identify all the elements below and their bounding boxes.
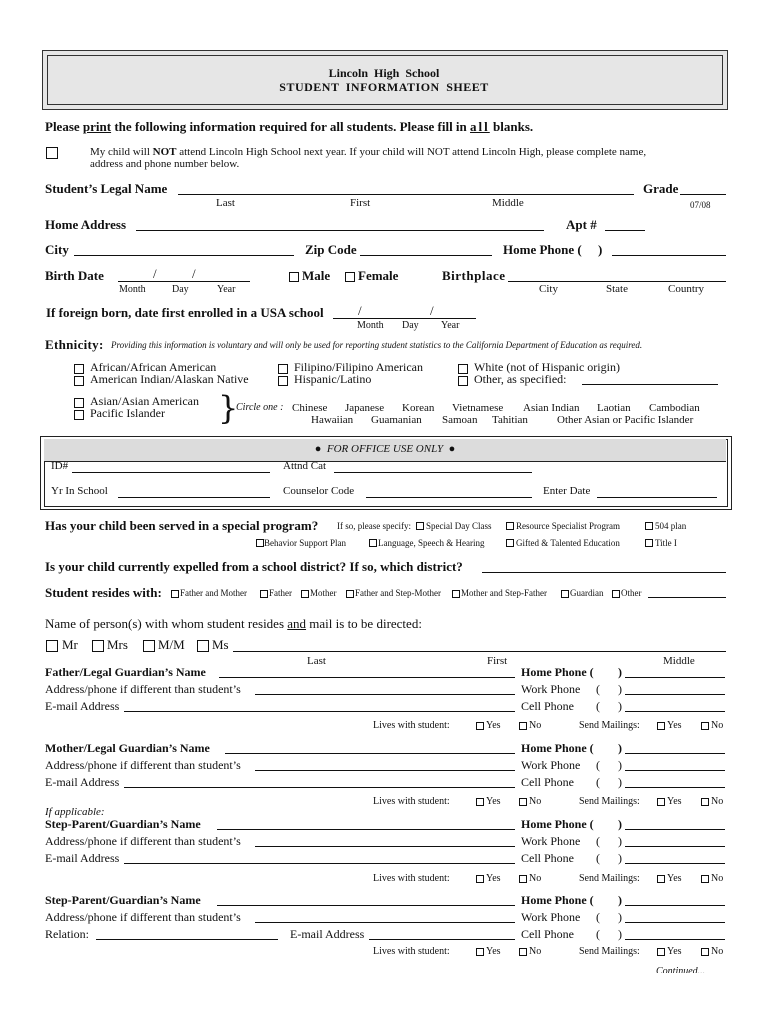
- title-mr-label: Mr: [62, 637, 78, 652]
- step1-work-open: (: [596, 834, 600, 848]
- rw-mother-stepfather-label: Mother and Step-Father: [461, 588, 547, 598]
- ethnicity-label: Ethnicity:: [45, 337, 104, 352]
- asian-option-tahitian[interactable]: Tahitian: [492, 414, 528, 426]
- step2-relation-field[interactable]: [96, 939, 278, 940]
- step2-relation-label: Relation:: [45, 927, 89, 941]
- expelled-district-field[interactable]: [482, 572, 726, 573]
- rw-father-stepmother-checkbox[interactable]: [346, 590, 354, 598]
- step2-cell-open: (: [596, 927, 600, 941]
- birth-date-label: Birth Date: [45, 268, 104, 283]
- father-home-phone-field[interactable]: [625, 677, 725, 678]
- eth-filipino-label: Filipino/Filipino American: [294, 360, 423, 374]
- father-home-phone-close: ): [618, 665, 622, 679]
- male-label: Male: [302, 268, 331, 283]
- step1-work-phone-label: Work Phone: [521, 834, 581, 848]
- male-checkbox[interactable]: [289, 272, 299, 282]
- father-email-field[interactable]: [124, 711, 515, 712]
- eth-other-label: Other, as specified:: [474, 372, 567, 386]
- home-phone-field[interactable]: [612, 255, 726, 256]
- office-enter-date-label: Enter Date: [543, 485, 591, 497]
- mother-cell-close: ): [618, 775, 622, 789]
- birthplace-country-caption: Country: [668, 283, 705, 295]
- foreign-born-label: If foreign born, date first enrolled in a USA school: [46, 305, 324, 320]
- step2-name-label: Step-Parent/Guardian’s Name: [45, 893, 201, 907]
- step1-email-field[interactable]: [124, 863, 515, 864]
- mother-lives-no-checkbox[interactable]: [519, 798, 527, 806]
- rw-guardian-label: Guardian: [570, 588, 604, 598]
- mother-lives-yes-checkbox[interactable]: [476, 798, 484, 806]
- rw-mother-label: Mother: [310, 588, 337, 598]
- ethnicity-note: Providing this information is voluntary and will only be used for reporting student statistics to the California Department of Education as required.: [111, 340, 643, 350]
- sp-behavior-label: Behavior Support Plan: [264, 538, 346, 548]
- home-address-field[interactable]: [136, 230, 544, 231]
- step1-send-label: Send Mailings:: [579, 873, 640, 884]
- legal-name-label: Student’s Legal Name: [45, 181, 168, 196]
- birth-date-field[interactable]: [118, 281, 250, 282]
- sp-title1-checkbox[interactable]: [645, 539, 653, 547]
- city-label: City: [45, 242, 69, 257]
- asian-option-vietnamese[interactable]: Vietnamese: [452, 402, 504, 414]
- father-email-label: E-mail Address: [45, 699, 120, 713]
- sp-language-checkbox[interactable]: [369, 539, 377, 547]
- title-mrs-label: Mrs: [107, 637, 128, 652]
- office-id-label: ID#: [51, 460, 69, 472]
- female-label: Female: [358, 268, 399, 283]
- mother-work-close: ): [618, 758, 622, 772]
- birth-date-slash-1: /: [153, 266, 157, 281]
- not-attend-checkbox[interactable]: [46, 147, 58, 159]
- step1-name-label: Step-Parent/Guardian’s Name: [45, 817, 201, 831]
- step2-send-no-checkbox[interactable]: [701, 948, 709, 956]
- expelled-question: Is your child currently expelled from a school district? If so, which district?: [45, 559, 463, 574]
- asian-option-samoan[interactable]: Samoan: [442, 414, 478, 426]
- title-ms-label: Ms: [212, 637, 229, 652]
- eth-asian-label: Asian/Asian American: [90, 394, 199, 408]
- mother-address-label: Address/phone if different than student’s: [45, 758, 241, 772]
- eth-african-checkbox[interactable]: [74, 364, 84, 374]
- sp-504-label: 504 plan: [655, 521, 687, 531]
- mail-first-caption: First: [487, 655, 508, 667]
- step2-lives-no-label: No: [529, 946, 542, 957]
- sp-special-day-label: Special Day Class: [426, 521, 492, 531]
- grade-label: Grade: [643, 181, 679, 196]
- grade-field[interactable]: [680, 194, 726, 195]
- father-home-phone-label: Home Phone (: [521, 665, 594, 679]
- rw-other-field[interactable]: [648, 597, 726, 598]
- city-field[interactable]: [74, 255, 294, 256]
- birthplace-city-caption: City: [539, 283, 558, 295]
- not-attend-text-1: My child will NOT attend Lincoln High School next year. If your child will NOT attend Lincoln High, please complete name,: [90, 146, 647, 158]
- mail-name-field[interactable]: [233, 651, 726, 652]
- mother-lives-no-label: No: [529, 796, 542, 807]
- step2-home-phone-close: ): [618, 893, 622, 907]
- mother-lives-label: Lives with student:: [373, 796, 450, 807]
- step1-address-label: Address/phone if different than student’s: [45, 834, 241, 848]
- father-work-phone-field[interactable]: [625, 694, 725, 695]
- rw-mother-stepfather-checkbox[interactable]: [452, 590, 460, 598]
- mother-send-no-checkbox[interactable]: [701, 798, 709, 806]
- home-phone-label: Home Phone ( ): [503, 242, 603, 257]
- mail-question: Name of person(s) with whom student resides and mail is to be directed:: [45, 616, 422, 631]
- asian-option-korean[interactable]: Korean: [402, 402, 435, 414]
- father-work-close: ): [618, 682, 622, 696]
- step2-work-open: (: [596, 910, 600, 924]
- eth-filipino-checkbox[interactable]: [278, 364, 288, 374]
- sp-language-label: Language, Speech & Hearing: [378, 538, 485, 548]
- step1-home-phone-close: ): [618, 817, 622, 831]
- office-attnd-cat-field[interactable]: [334, 472, 532, 473]
- birthplace-state-caption: State: [606, 283, 628, 295]
- step1-lives-label: Lives with student:: [373, 873, 450, 884]
- father-lives-label: Lives with student:: [373, 720, 450, 731]
- step1-home-phone-label: Home Phone (: [521, 817, 594, 831]
- mother-cell-phone-label: Cell Phone: [521, 775, 574, 789]
- father-work-open: (: [596, 682, 600, 696]
- birthplace-field[interactable]: [508, 281, 726, 282]
- title-mrs-checkbox[interactable]: [92, 640, 104, 652]
- asian-option-asian-indian[interactable]: Asian Indian: [523, 402, 580, 414]
- eth-other-checkbox[interactable]: [458, 376, 468, 386]
- step2-send-no-label: No: [711, 946, 724, 957]
- special-specify-label: If so, please specify:: [337, 521, 411, 531]
- eth-african-label: African/African American: [90, 360, 217, 374]
- apt-field[interactable]: [605, 230, 645, 231]
- eth-pacific-label: Pacific Islander: [90, 406, 165, 420]
- birth-month-caption: Month: [119, 284, 146, 295]
- step2-lives-yes-label: Yes: [486, 946, 501, 957]
- rw-mother-checkbox[interactable]: [301, 590, 309, 598]
- asian-option-japanese[interactable]: Japanese: [345, 402, 385, 414]
- step1-lives-yes-checkbox[interactable]: [476, 875, 484, 883]
- father-send-no-checkbox[interactable]: [701, 722, 709, 730]
- step2-address-label: Address/phone if different than student’s: [45, 910, 241, 924]
- mother-send-yes-checkbox[interactable]: [657, 798, 665, 806]
- eth-white-label: White (not of Hispanic origin): [474, 360, 620, 374]
- step1-cell-open: (: [596, 851, 600, 865]
- step1-send-no-label: No: [711, 873, 724, 884]
- eth-white-checkbox[interactable]: [458, 364, 468, 374]
- office-attnd-cat-label: Attnd Cat: [283, 460, 327, 472]
- not-attend-text-2: address and phone number below.: [90, 158, 240, 170]
- mother-cell-open: (: [596, 775, 600, 789]
- school-name: Lincoln High School: [328, 66, 440, 80]
- mail-middle-caption: Middle: [663, 655, 695, 667]
- asian-option-chinese[interactable]: Chinese: [292, 402, 328, 414]
- step1-address-field[interactable]: [255, 846, 515, 847]
- step1-send-yes-checkbox[interactable]: [657, 875, 665, 883]
- name-first-caption: First: [350, 197, 371, 209]
- sp-gifted-checkbox[interactable]: [506, 539, 514, 547]
- mother-send-label: Send Mailings:: [579, 796, 640, 807]
- father-lives-yes-checkbox[interactable]: [476, 722, 484, 730]
- office-counselor-label: Counselor Code: [283, 485, 355, 497]
- eth-other-field[interactable]: [582, 384, 718, 385]
- father-cell-close: ): [618, 699, 622, 713]
- title-mm-label: M/M: [158, 637, 185, 652]
- step1-send-yes-label: Yes: [667, 873, 682, 884]
- rw-father-mother-label: Father and Mother: [180, 588, 247, 598]
- fb-slash-2: /: [430, 303, 434, 318]
- rw-father-label: Father: [269, 588, 292, 598]
- mail-last-caption: Last: [307, 655, 326, 667]
- mother-name-label: Mother/Legal Guardian’s Name: [45, 741, 210, 755]
- step1-send-no-checkbox[interactable]: [701, 875, 709, 883]
- office-enter-date-field[interactable]: [597, 497, 717, 498]
- rw-father-mother-checkbox[interactable]: [171, 590, 179, 598]
- title-ms-checkbox[interactable]: [197, 640, 209, 652]
- mother-cell-phone-field[interactable]: [625, 787, 725, 788]
- special-program-question: Has your child been served in a special program?: [45, 518, 319, 533]
- apt-label: Apt #: [566, 217, 597, 232]
- home-address-label: Home Address: [45, 217, 127, 232]
- sp-special-day-checkbox[interactable]: [416, 522, 424, 530]
- eth-pacific-checkbox[interactable]: [74, 410, 84, 420]
- step1-work-phone-field[interactable]: [625, 846, 725, 847]
- asian-option-cambodian[interactable]: Cambodian: [649, 402, 700, 414]
- title-mm-checkbox[interactable]: [143, 640, 155, 652]
- eth-asian-checkbox[interactable]: [74, 398, 84, 408]
- step1-lives-no-checkbox[interactable]: [519, 875, 527, 883]
- office-yr-label: Yr In School: [51, 485, 108, 497]
- father-cell-open: (: [596, 699, 600, 713]
- step2-send-yes-checkbox[interactable]: [657, 948, 665, 956]
- father-lives-no-checkbox[interactable]: [519, 722, 527, 730]
- sp-resource-checkbox[interactable]: [506, 522, 514, 530]
- asian-option-hawaiian[interactable]: Hawaiian: [311, 414, 354, 426]
- father-send-yes-label: Yes: [667, 720, 682, 731]
- birth-date-slash-2: /: [192, 266, 196, 281]
- step1-email-label: E-mail Address: [45, 851, 120, 865]
- foreign-born-date-field[interactable]: [333, 318, 476, 319]
- step2-email-field[interactable]: [369, 939, 515, 940]
- step1-cell-phone-field[interactable]: [625, 863, 725, 864]
- step2-lives-label: Lives with student:: [373, 946, 450, 957]
- father-name-label: Father/Legal Guardian’s Name: [45, 665, 206, 679]
- step2-send-label: Send Mailings:: [579, 946, 640, 957]
- father-address-label: Address/phone if different than student’s: [45, 682, 241, 696]
- father-name-field[interactable]: [219, 677, 515, 678]
- office-counselor-field[interactable]: [366, 497, 532, 498]
- father-address-field[interactable]: [255, 694, 515, 695]
- mother-email-field[interactable]: [124, 787, 515, 788]
- if-applicable-label: If applicable:: [45, 806, 105, 818]
- step2-cell-close: ): [618, 927, 622, 941]
- father-send-label: Send Mailings:: [579, 720, 640, 731]
- mother-lives-yes-label: Yes: [486, 796, 501, 807]
- mother-name-field[interactable]: [225, 753, 515, 754]
- father-lives-no-label: No: [529, 720, 542, 731]
- brace-icon: }: [218, 389, 239, 427]
- sp-behavior-checkbox[interactable]: [256, 539, 264, 547]
- eth-hispanic-label: Hispanic/Latino: [294, 372, 372, 386]
- rw-father-checkbox[interactable]: [260, 590, 268, 598]
- female-checkbox[interactable]: [345, 272, 355, 282]
- continued-note: Continued...: [656, 966, 706, 973]
- step1-lives-yes-label: Yes: [486, 873, 501, 884]
- instructions: Please print the following information required for all students. Please fill in all blanks.: [45, 119, 534, 134]
- fb-year-caption: Year: [441, 320, 460, 331]
- office-yr-field[interactable]: [118, 497, 270, 498]
- step1-work-close: ): [618, 834, 622, 848]
- eth-american-indian-checkbox[interactable]: [74, 376, 84, 386]
- mother-address-field[interactable]: [255, 770, 515, 771]
- mother-email-label: E-mail Address: [45, 775, 120, 789]
- father-send-no-label: No: [711, 720, 724, 731]
- sp-title1-label: Title I: [655, 538, 677, 548]
- sheet-title: STUDENT INFORMATION SHEET: [279, 80, 489, 94]
- zip-label: Zip Code: [305, 242, 357, 257]
- asian-option-other[interactable]: Other Asian or Pacific Islander: [557, 414, 694, 426]
- legal-name-field[interactable]: [178, 194, 634, 195]
- step2-lives-no-checkbox[interactable]: [519, 948, 527, 956]
- asian-option-laotian[interactable]: Laotian: [597, 402, 631, 414]
- birth-day-caption: Day: [172, 284, 189, 295]
- fb-month-caption: Month: [357, 320, 384, 331]
- fb-slash-1: /: [358, 303, 362, 318]
- fb-day-caption: Day: [402, 320, 419, 331]
- name-middle-caption: Middle: [492, 197, 524, 209]
- rw-other-checkbox[interactable]: [612, 590, 620, 598]
- resides-with-label: Student resides with:: [45, 585, 162, 600]
- step1-home-phone-field[interactable]: [625, 829, 725, 830]
- zip-field[interactable]: [360, 255, 492, 256]
- sp-504-checkbox[interactable]: [645, 522, 653, 530]
- step2-work-phone-field[interactable]: [625, 922, 725, 923]
- step2-home-phone-field[interactable]: [625, 905, 725, 906]
- sp-gifted-label: Gifted & Talented Education: [516, 538, 620, 548]
- mother-work-phone-field[interactable]: [625, 770, 725, 771]
- rw-guardian-checkbox[interactable]: [561, 590, 569, 598]
- step1-lives-no-label: No: [529, 873, 542, 884]
- mother-work-phone-label: Work Phone: [521, 758, 581, 772]
- title-mr-checkbox[interactable]: [46, 640, 58, 652]
- birthplace-label: Birthplace: [442, 268, 506, 283]
- step1-cell-phone-label: Cell Phone: [521, 851, 574, 865]
- step1-name-field[interactable]: [217, 829, 515, 830]
- mother-home-phone-field[interactable]: [625, 753, 725, 754]
- step2-work-phone-label: Work Phone: [521, 910, 581, 924]
- circle-one-label: Circle one :: [236, 402, 284, 413]
- father-lives-yes-label: Yes: [486, 720, 501, 731]
- form-revision: 07/08: [690, 200, 711, 210]
- step2-address-field[interactable]: [255, 922, 515, 923]
- step2-cell-phone-field[interactable]: [625, 939, 725, 940]
- mother-home-phone-label: Home Phone (: [521, 741, 594, 755]
- rw-other-label: Other: [621, 588, 642, 598]
- asian-option-guamanian[interactable]: Guamanian: [371, 414, 422, 426]
- father-cell-phone-label: Cell Phone: [521, 699, 574, 713]
- father-send-yes-checkbox[interactable]: [657, 722, 665, 730]
- office-use-title: ● FOR OFFICE USE ONLY ●: [314, 443, 456, 455]
- mother-work-open: (: [596, 758, 600, 772]
- rw-father-stepmother-label: Father and Step-Mother: [355, 588, 441, 598]
- step1-cell-close: ): [618, 851, 622, 865]
- office-id-field[interactable]: [72, 472, 270, 473]
- step2-name-field[interactable]: [217, 905, 515, 906]
- step2-work-close: ): [618, 910, 622, 924]
- step2-email-label: E-mail Address: [290, 927, 365, 941]
- step2-home-phone-label: Home Phone (: [521, 893, 594, 907]
- step2-cell-phone-label: Cell Phone: [521, 927, 574, 941]
- name-last-caption: Last: [216, 197, 235, 209]
- eth-hispanic-checkbox[interactable]: [278, 376, 288, 386]
- father-work-phone-label: Work Phone: [521, 682, 581, 696]
- father-cell-phone-field[interactable]: [625, 711, 725, 712]
- mother-send-yes-label: Yes: [667, 796, 682, 807]
- eth-american-indian-label: American Indian/Alaskan Native: [90, 372, 249, 386]
- step2-send-yes-label: Yes: [667, 946, 682, 957]
- mother-home-phone-close: ): [618, 741, 622, 755]
- sp-resource-label: Resource Specialist Program: [516, 521, 620, 531]
- birth-year-caption: Year: [217, 284, 236, 295]
- step2-lives-yes-checkbox[interactable]: [476, 948, 484, 956]
- mother-send-no-label: No: [711, 796, 724, 807]
